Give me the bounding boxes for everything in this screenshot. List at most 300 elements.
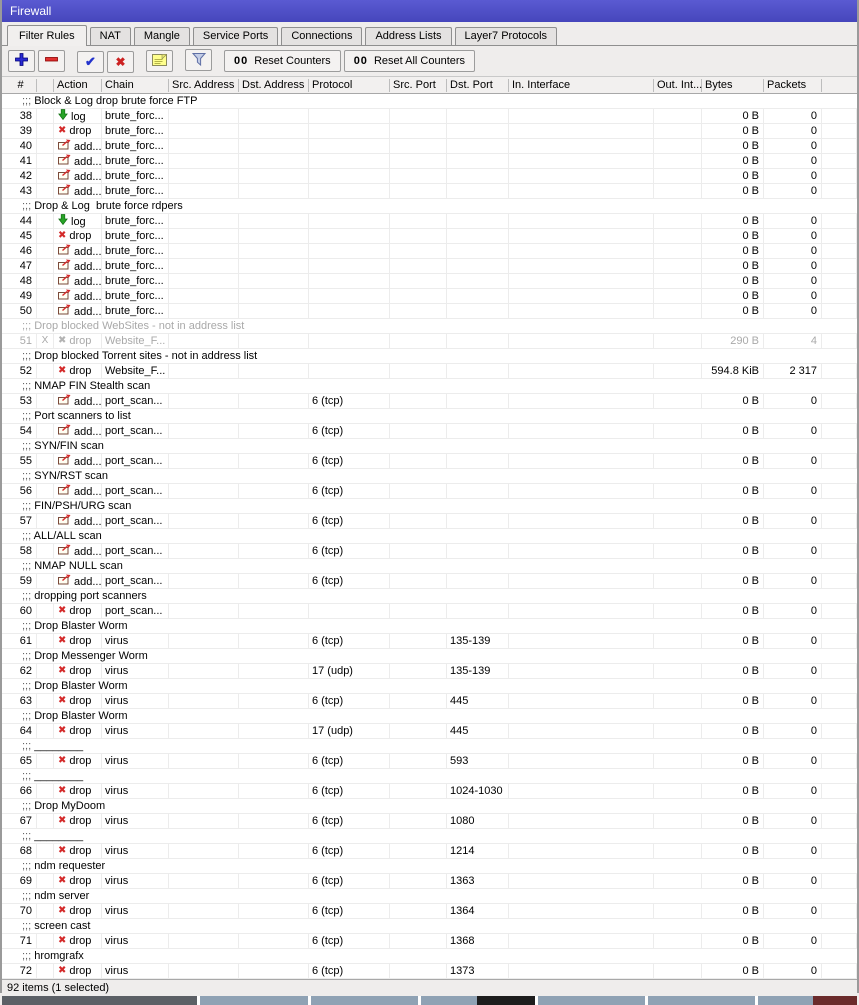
comment-text: NMAP NULL scan (34, 560, 123, 572)
rule-row[interactable] (2, 244, 857, 259)
cell-src_address (169, 964, 239, 978)
cell-dst_port (447, 574, 509, 589)
comment-row[interactable] (2, 319, 857, 334)
rule-row[interactable] (2, 514, 857, 529)
column-header-src_address[interactable]: Src. Address (169, 79, 239, 92)
cell-dst_address (239, 604, 309, 618)
cell-action (54, 274, 102, 289)
add-rule-button[interactable] (8, 50, 35, 72)
cell-protocol: 6 (tcp) (309, 844, 390, 858)
rule-row[interactable] (2, 154, 857, 169)
cell-num: 49 (5, 289, 37, 304)
cell-dst_address (239, 394, 309, 409)
cell-src_port (390, 394, 447, 409)
action-label: add... (74, 275, 102, 288)
cell-dst_address (239, 724, 309, 738)
cell-dst_port: 1214 (447, 844, 509, 858)
rule-row[interactable] (2, 139, 857, 154)
minus-icon (45, 53, 58, 69)
cell-dst_port (447, 364, 509, 378)
rule-row[interactable] (2, 964, 857, 979)
cell-packets: 0 (764, 229, 822, 243)
cell-dst_address (239, 844, 309, 858)
filter-button[interactable] (185, 49, 212, 71)
cell-packets: 0 (764, 844, 822, 858)
cell-flag (37, 169, 54, 184)
comment-prefix: ;;; (22, 860, 35, 872)
cell-flag (37, 154, 54, 169)
cell-num: 46 (5, 244, 37, 259)
cell-src_address (169, 274, 239, 289)
drop-action-icon: ✖ (58, 665, 67, 676)
cell-packets: 0 (764, 484, 822, 499)
cell-chain: virus (102, 784, 169, 798)
comment-row[interactable] (2, 679, 857, 694)
comment-row[interactable] (2, 799, 857, 814)
cell-src_address (169, 934, 239, 948)
cell-flag (37, 784, 54, 798)
cell-src_port (390, 424, 447, 439)
comment-prefix: ;;; (22, 650, 35, 662)
rule-row[interactable] (2, 424, 857, 439)
cell-src_port (390, 784, 447, 798)
cell-bytes: 0 B (702, 754, 764, 768)
rule-row[interactable] (2, 274, 857, 289)
cell-action (54, 289, 102, 304)
cell-dst_address (239, 934, 309, 948)
column-header-dst_address[interactable]: Dst. Address (239, 79, 309, 92)
rule-row[interactable] (2, 124, 857, 139)
cell-dst_address (239, 124, 309, 138)
column-header-src_port[interactable]: Src. Port (390, 79, 447, 92)
cell-filler (822, 244, 857, 259)
rule-row[interactable] (2, 784, 857, 799)
cell-bytes: 0 B (702, 964, 764, 978)
comment-button[interactable] (146, 50, 173, 72)
rule-row[interactable] (2, 259, 857, 274)
drop-action-icon: ✖ (58, 125, 67, 136)
cell-filler (822, 334, 857, 348)
tab-filter-rules[interactable]: Filter Rules (7, 25, 87, 46)
cell-num: 58 (5, 544, 37, 559)
cell-in_interface (509, 139, 654, 154)
column-header-chain[interactable]: Chain (102, 79, 169, 92)
comment-row[interactable] (2, 499, 857, 514)
drop-action-icon: ✖ (58, 905, 67, 916)
rule-row[interactable] (2, 814, 857, 829)
cell-packets: 0 (764, 874, 822, 888)
comment-row[interactable] (2, 769, 857, 784)
column-header-flag[interactable] (37, 79, 54, 92)
cell-num: 48 (5, 274, 37, 289)
rule-row[interactable] (2, 229, 857, 244)
cell-bytes: 0 B (702, 544, 764, 559)
drop-action-icon: ✖ (58, 695, 67, 706)
cell-src_port (390, 109, 447, 124)
cell-action (54, 244, 102, 259)
cell-bytes: 0 B (702, 484, 764, 499)
rule-row[interactable] (2, 184, 857, 199)
action-label: add... (74, 155, 102, 168)
cell-packets: 0 (764, 304, 822, 319)
comment-text: ndm requester (34, 860, 106, 872)
cell-src_address (169, 109, 239, 124)
cell-filler (822, 229, 857, 243)
rule-row[interactable] (2, 109, 857, 124)
cell-out_interface (654, 784, 702, 798)
cell-src_port (390, 634, 447, 648)
cell-src_address (169, 154, 239, 169)
cell-bytes: 290 B (702, 334, 764, 348)
comment-text: Block & Log drop brute force FTP (34, 95, 198, 107)
cell-filler (822, 904, 857, 918)
action-label: add... (74, 260, 102, 273)
rule-row[interactable] (2, 724, 857, 739)
cell-chain: brute_forc... (102, 304, 169, 319)
cell-dst_address (239, 664, 309, 678)
comment-row[interactable] (2, 739, 857, 754)
cell-out_interface (654, 334, 702, 348)
rule-row[interactable] (2, 604, 857, 619)
remove-rule-button[interactable] (38, 50, 65, 72)
cell-num: 40 (5, 139, 37, 154)
cell-bytes: 0 B (702, 514, 764, 529)
cell-action (54, 259, 102, 274)
cell-in_interface (509, 304, 654, 319)
cell-in_interface (509, 334, 654, 348)
enable-rule-button[interactable] (77, 51, 104, 73)
cell-out_interface (654, 259, 702, 274)
cell-filler (822, 874, 857, 888)
cell-src_port (390, 724, 447, 738)
cell-filler (822, 364, 857, 378)
cell-src_address (169, 394, 239, 409)
add-to-list-action-icon (58, 274, 71, 289)
cell-src_address (169, 244, 239, 259)
rule-row[interactable] (2, 694, 857, 709)
column-header-bytes[interactable]: Bytes (702, 79, 764, 92)
action-label: log (71, 110, 86, 123)
comment-row[interactable] (2, 919, 857, 934)
counters-icon: 00 (234, 55, 249, 67)
cell-chain: brute_forc... (102, 184, 169, 199)
cell-filler (822, 844, 857, 858)
action-label: drop (69, 725, 92, 737)
rule-row[interactable] (2, 844, 857, 859)
cell-dst_port (447, 274, 509, 289)
cell-dst_port (447, 304, 509, 319)
comment-row[interactable] (2, 529, 857, 544)
comment-prefix: ;;; (22, 470, 35, 482)
comment-row[interactable] (2, 469, 857, 484)
cell-num: 55 (5, 454, 37, 469)
cell-bytes: 0 B (702, 874, 764, 888)
toolbar (2, 46, 857, 76)
cell-num: 71 (5, 934, 37, 948)
rule-row[interactable] (2, 874, 857, 889)
cell-src_port (390, 214, 447, 229)
tab-nat[interactable]: NAT (90, 27, 131, 45)
cell-dst_port (447, 259, 509, 274)
cell-bytes: 0 B (702, 844, 764, 858)
rule-row[interactable] (2, 904, 857, 919)
action-label: drop (69, 845, 92, 857)
cell-protocol: 6 (tcp) (309, 544, 390, 559)
cell-in_interface (509, 574, 654, 589)
cell-in_interface (509, 184, 654, 199)
cell-out_interface (654, 124, 702, 138)
cell-chain: virus (102, 814, 169, 828)
cell-src_address (169, 874, 239, 888)
comment-text: Drop Blaster Worm (34, 620, 128, 632)
cell-protocol (309, 124, 390, 138)
column-header-packets[interactable]: Packets (764, 79, 822, 92)
cell-dst_address (239, 634, 309, 648)
comment-text: SYN/RST scan (34, 470, 109, 482)
cell-src_address (169, 844, 239, 858)
rule-row[interactable] (2, 484, 857, 499)
cell-in_interface (509, 274, 654, 289)
cell-chain: port_scan... (102, 454, 169, 469)
cell-num: 52 (5, 364, 37, 378)
drop-action-icon: ✖ (58, 230, 67, 241)
add-to-list-action-icon (58, 304, 71, 319)
cell-dst_address (239, 874, 309, 888)
cell-flag (37, 664, 54, 678)
cell-action (54, 214, 102, 229)
add-to-list-action-icon (58, 454, 71, 469)
comment-row[interactable] (2, 709, 857, 724)
background-strip-segment (538, 996, 646, 1005)
rule-row[interactable] (2, 304, 857, 319)
cell-flag (37, 874, 54, 888)
cell-src_address (169, 814, 239, 828)
cell-num: 53 (5, 394, 37, 409)
cell-dst_port (447, 454, 509, 469)
cell-chain: brute_forc... (102, 124, 169, 138)
background-strip-segment (648, 996, 756, 1005)
cell-packets: 0 (764, 244, 822, 259)
rule-row[interactable] (2, 214, 857, 229)
rule-row[interactable] (2, 934, 857, 949)
comment-prefix: ;;; (22, 380, 35, 392)
tab-mangle[interactable]: Mangle (134, 27, 190, 45)
tab-address-lists[interactable]: Address Lists (365, 27, 451, 45)
action-label: add... (74, 395, 102, 408)
cell-bytes: 0 B (702, 274, 764, 289)
cell-out_interface (654, 139, 702, 154)
cell-flag (37, 214, 54, 229)
cell-src_port (390, 874, 447, 888)
cell-packets: 0 (764, 184, 822, 199)
cell-flag (37, 109, 54, 124)
cell-action (54, 184, 102, 199)
column-header-filler[interactable] (822, 79, 857, 92)
cell-action (54, 874, 102, 888)
cell-src_port (390, 964, 447, 978)
cell-action (54, 694, 102, 708)
cell-out_interface (654, 934, 702, 948)
cell-flag (37, 424, 54, 439)
disable-rule-button[interactable] (107, 51, 134, 73)
add-to-list-action-icon (58, 244, 71, 259)
comment-row[interactable] (2, 439, 857, 454)
reset-counters-label: Reset Counters (254, 55, 331, 67)
cell-chain: brute_forc... (102, 259, 169, 274)
comment-prefix: ;;; (22, 560, 35, 572)
comment-prefix: ;;; (22, 590, 35, 602)
cell-num: 41 (5, 154, 37, 169)
cell-dst_address (239, 544, 309, 559)
cell-chain: brute_forc... (102, 289, 169, 304)
rule-row[interactable] (2, 334, 857, 349)
cell-in_interface (509, 604, 654, 618)
cell-filler (822, 154, 857, 169)
cell-bytes: 0 B (702, 109, 764, 124)
cell-dst_port: 1368 (447, 934, 509, 948)
rule-row[interactable] (2, 544, 857, 559)
cell-dst_address (239, 784, 309, 798)
cell-protocol (309, 259, 390, 274)
rule-row[interactable] (2, 574, 857, 589)
action-label: drop (69, 665, 92, 677)
cell-filler (822, 514, 857, 529)
comment-row[interactable] (2, 649, 857, 664)
rule-row[interactable] (2, 289, 857, 304)
action-label: drop (69, 965, 92, 977)
column-header-num[interactable]: # (5, 79, 37, 92)
comment-prefix: ;;; (22, 710, 35, 722)
comment-prefix: ;;; (22, 740, 35, 752)
cell-dst_port (447, 169, 509, 184)
cell-out_interface (654, 514, 702, 529)
status-text: 92 items (1 selected) (7, 982, 110, 994)
cell-packets: 0 (764, 289, 822, 304)
cell-src_address (169, 784, 239, 798)
cell-chain: port_scan... (102, 514, 169, 529)
cell-src_address (169, 724, 239, 738)
cell-dst_address (239, 259, 309, 274)
comment-row[interactable] (2, 349, 857, 364)
comment-row[interactable] (2, 619, 857, 634)
column-header-out_interface[interactable]: Out. Int... (654, 79, 702, 92)
comment-row[interactable] (2, 409, 857, 424)
cell-src_port (390, 334, 447, 348)
cell-src_address (169, 634, 239, 648)
comment-row[interactable] (2, 559, 857, 574)
cell-dst_address (239, 334, 309, 348)
column-header-action[interactable]: Action (54, 79, 102, 92)
rule-row[interactable] (2, 754, 857, 769)
action-label: drop (69, 935, 92, 947)
cell-packets: 4 (764, 334, 822, 348)
comment-text: hromgrafx (34, 950, 84, 962)
rule-row[interactable] (2, 364, 857, 379)
cell-num: 39 (5, 124, 37, 138)
cell-num: 72 (5, 964, 37, 978)
cell-action (54, 424, 102, 439)
comment-row[interactable] (2, 94, 857, 109)
cell-num: 45 (5, 229, 37, 243)
reset-all-counters-button[interactable] (344, 50, 475, 72)
background-strip-segment (758, 996, 813, 1005)
cell-src_address (169, 574, 239, 589)
cell-src_address (169, 544, 239, 559)
cell-filler (822, 544, 857, 559)
cell-src_port (390, 454, 447, 469)
cell-filler (822, 304, 857, 319)
rule-row[interactable] (2, 169, 857, 184)
action-label: drop (69, 815, 92, 827)
rule-row[interactable] (2, 634, 857, 649)
cell-bytes: 0 B (702, 244, 764, 259)
cell-dst_address (239, 289, 309, 304)
rule-row[interactable] (2, 454, 857, 469)
drop-action-icon: ✖ (58, 785, 67, 796)
column-header-dst_port[interactable]: Dst. Port (447, 79, 509, 92)
drop-action-icon: ✖ (58, 725, 67, 736)
cell-out_interface (654, 424, 702, 439)
cell-out_interface (654, 214, 702, 229)
cell-protocol: 6 (tcp) (309, 454, 390, 469)
comment-prefix: ;;; (22, 95, 35, 107)
reset-counters-button[interactable] (224, 50, 341, 72)
comment-row[interactable] (2, 829, 857, 844)
cell-packets: 0 (764, 724, 822, 738)
cell-src_address (169, 454, 239, 469)
drop-action-icon: ✖ (58, 605, 67, 616)
cell-dst_address (239, 754, 309, 768)
cell-filler (822, 634, 857, 648)
tab-connections[interactable]: Connections (281, 27, 362, 45)
cell-filler (822, 394, 857, 409)
comment-row[interactable] (2, 199, 857, 214)
cell-src_port (390, 754, 447, 768)
add-to-list-action-icon (58, 484, 71, 499)
cell-dst_address (239, 154, 309, 169)
rule-row[interactable] (2, 394, 857, 409)
cell-protocol (309, 274, 390, 289)
cell-filler (822, 424, 857, 439)
cell-packets: 0 (764, 964, 822, 978)
cell-protocol: 6 (tcp) (309, 784, 390, 798)
cell-src_address (169, 139, 239, 154)
add-to-list-action-icon (58, 574, 71, 589)
comment-row[interactable] (2, 859, 857, 874)
cell-out_interface (654, 169, 702, 184)
column-header-in_interface[interactable]: In. Interface (509, 79, 654, 92)
cell-in_interface (509, 904, 654, 918)
cell-out_interface (654, 184, 702, 199)
comment-row[interactable] (2, 379, 857, 394)
window-titlebar[interactable] (2, 0, 857, 22)
cell-dst_port (447, 334, 509, 348)
cell-in_interface (509, 289, 654, 304)
comment-text: ________ (34, 770, 84, 782)
column-header-protocol[interactable]: Protocol (309, 79, 390, 92)
comment-row[interactable] (2, 949, 857, 964)
cell-protocol (309, 109, 390, 124)
comment-row[interactable] (2, 589, 857, 604)
check-icon: ✔ (85, 53, 96, 69)
cell-src_port (390, 124, 447, 138)
cell-src_port (390, 604, 447, 618)
tab-service-ports[interactable]: Service Ports (193, 27, 278, 45)
comment-row[interactable] (2, 889, 857, 904)
cell-bytes: 594.8 KiB (702, 364, 764, 378)
rule-row[interactable] (2, 664, 857, 679)
tab-layer7-protocols[interactable]: Layer7 Protocols (455, 27, 558, 45)
